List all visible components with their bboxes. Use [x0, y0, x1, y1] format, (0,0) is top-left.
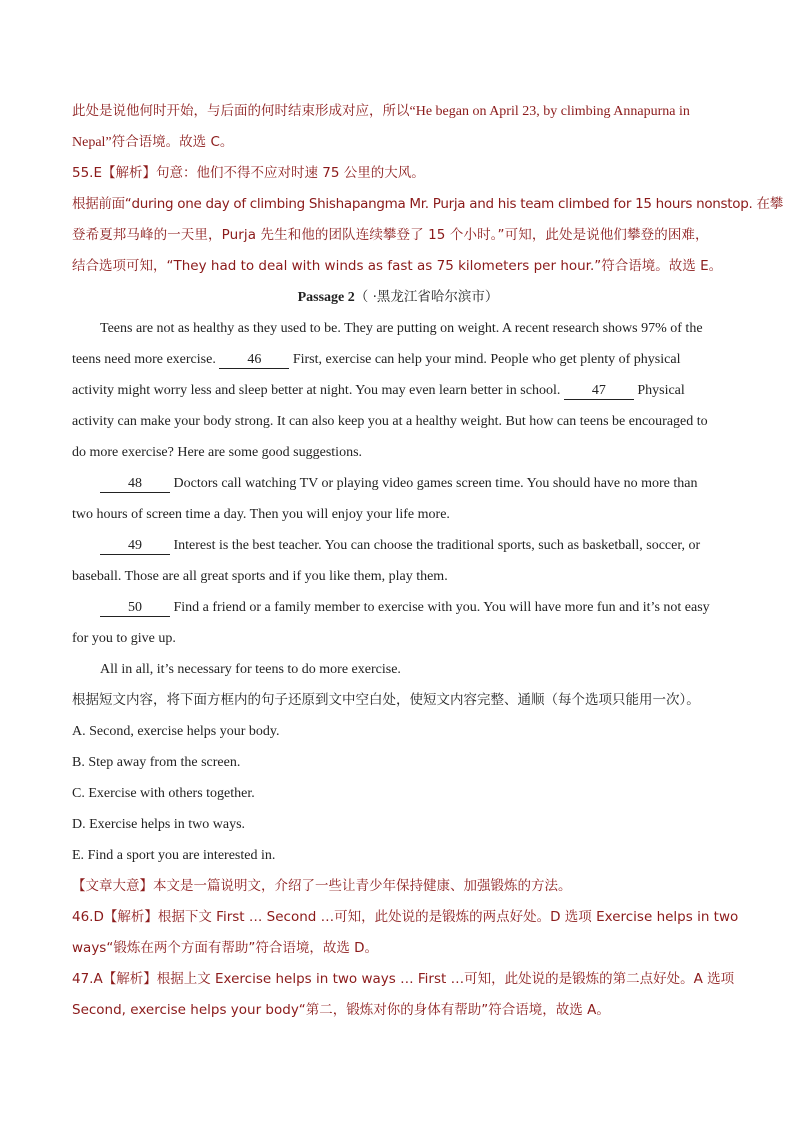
option-item [72, 840, 724, 871]
answer-55-heading: 55.E【解析】句意：他们不得不应对时速 75 公里的大风。 [72, 165, 425, 181]
article-summary: 【文章大意】本文是一篇说明文，介绍了一些让青少年保持健康、加强锻炼的方法。 [72, 878, 572, 894]
blank-50[interactable]: 50 [100, 600, 170, 617]
passage-title: Passage 2 [297, 290, 355, 305]
option-text: Step away from the screen. [88, 755, 241, 770]
blank-46[interactable]: 46 [219, 352, 289, 369]
passage-line: baseball. Those are all great sports and if you like them, play them. [72, 569, 448, 584]
answer-55-line: 登希夏邦马峰的一天里，Purja 先生和他的团队连续攀登了 15 个小时。”可知，此处是说他们攀登的困难， [72, 227, 709, 243]
option-text: Exercise helps in two ways. [89, 817, 246, 832]
passage-line: activity might worry less and sleep better at night. You may even learn better in school. 47 Physical [72, 383, 685, 398]
answer-55-line: 根据前面“during one day of climbing Shishapangma Mr. Purja and his team climbed for 15 hours nonstop. 在攀 [72, 196, 783, 212]
analysis-quote: “He began on April 23, by climbing Annapurna in [409, 104, 690, 119]
option-letter: E. [72, 848, 85, 863]
passage-line: for you to give up. [72, 631, 176, 646]
option-text: Find a sport you are interested in. [87, 848, 276, 863]
document-page [72, 96, 783, 1026]
analysis-line [72, 127, 724, 158]
option-item [72, 747, 724, 778]
option-letter: C. [72, 786, 85, 801]
passage-line: Teens are not as healthy as they used to be. They are putting on weight. A recent research shows 97% of the [100, 321, 703, 336]
option-letter: D. [72, 817, 86, 832]
analysis-text: 符合语境。故选 C。 [111, 134, 234, 150]
passage-source: （ ·黑龙江省哈尔滨市） [354, 289, 499, 305]
blank-49[interactable]: 49 [100, 538, 170, 555]
passage-line: 48 Doctors call watching TV or playing video games screen time. You should have no more than [72, 468, 724, 499]
option-item [72, 809, 724, 840]
analysis-line [72, 96, 724, 127]
option-text: Second, exercise helps your body. [89, 724, 280, 739]
passage-conclusion: All in all, it’s necessary for teens to do more exercise. [100, 662, 401, 677]
passage-line: two hours of screen time a day. Then you will enjoy your life more. [72, 507, 450, 522]
passage-line: 49 Interest is the best teacher. You can choose the traditional sports, such as basketball, soccer, or [72, 530, 724, 561]
option-item [72, 778, 724, 809]
blank-48[interactable]: 48 [100, 476, 170, 493]
passage-line: do more exercise? Here are some good suggestions. [72, 445, 363, 460]
passage-line: activity can make your body strong. It can also keep you at a healthy weight. But how can teens be encouraged to [72, 414, 708, 429]
analysis-quote: Nepal” [72, 135, 112, 150]
analysis-text: 此处是说他何时开始，与后面的何时结束形成对应，所以 [72, 103, 410, 119]
passage-line: 50 Find a friend or a family member to exercise with you. You will have more fun and it’s not easy [72, 592, 724, 623]
instruction: 根据短文内容，将下面方框内的句子还原到文中空白处，使短文内容完整、通顺（每个选项只能用一次）。 [72, 692, 700, 708]
passage-line: teens need more exercise. 46 First, exercise can help your mind. People who get plenty of physical [72, 352, 681, 367]
passage-heading [72, 282, 724, 313]
option-text: Exercise with others together. [88, 786, 255, 801]
blank-47[interactable]: 47 [564, 383, 634, 400]
answer-55-line: 结合选项可知，“They had to deal with winds as fast as 75 kilometers per hour.”符合语境。故选 E。 [72, 258, 723, 274]
answer-47-line: Second, exercise helps your body“第二，锻炼对你的身体有帮助”符合语境，故选 A。 [72, 1002, 610, 1018]
answer-46-line: 46.D【解析】根据下文 First … Second …可知，此处说的是锻炼的两点好处。D 选项 Exercise helps in two [72, 909, 739, 925]
option-letter: A. [72, 724, 86, 739]
option-item [72, 716, 724, 747]
answer-46-line: ways“锻炼在两个方面有帮助”符合语境，故选 D。 [72, 940, 379, 956]
answer-47-line: 47.A【解析】根据上文 Exercise helps in two ways … First …可知，此处说的是锻炼的第二点好处。A 选项 [72, 971, 735, 987]
option-letter: B. [72, 755, 85, 770]
